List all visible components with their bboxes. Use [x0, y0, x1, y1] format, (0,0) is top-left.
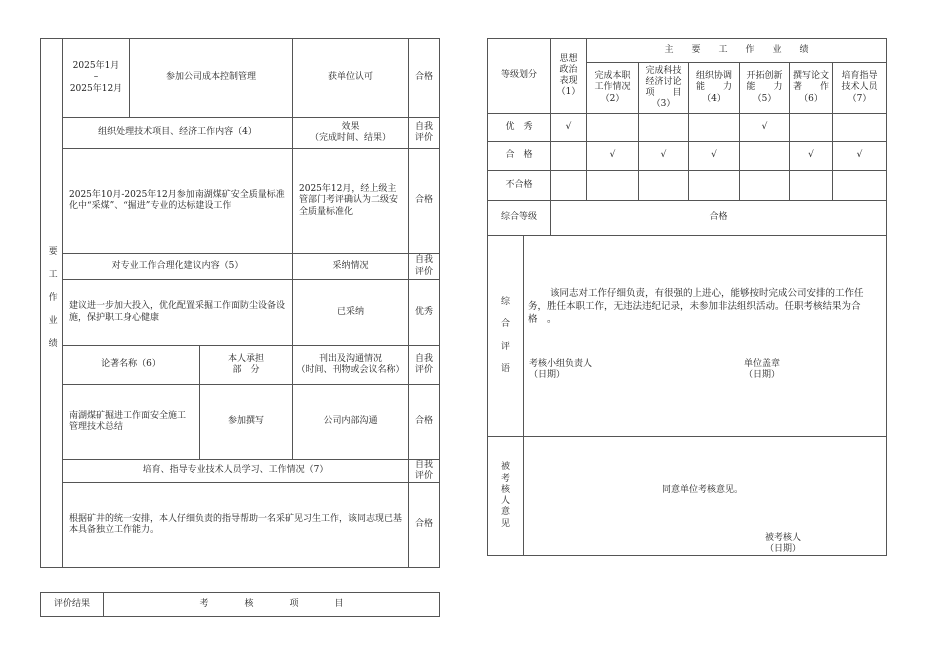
section6-self-eval-header: 自我 评价 — [408, 345, 440, 385]
section6-publication-header: 刊出及沟通情况 （时间、刊物或会议名称） — [292, 345, 409, 385]
mark-fail-6 — [789, 170, 833, 201]
section5-self-eval-header: 自我 评价 — [408, 253, 440, 280]
period-cell: 2025年1月 – 2025年12月 — [62, 38, 130, 118]
main-work-achievements-label: 要工作业绩 — [40, 38, 63, 568]
col-header-5: 开拓创新 能 力 （5） — [739, 62, 790, 114]
section6-part-header: 本人承担 部 分 — [199, 345, 293, 385]
mark-excellent-3 — [638, 113, 689, 142]
mark-pass-4: √ — [688, 141, 740, 171]
comment-area — [523, 235, 887, 437]
overall-grade-value: 合格 — [550, 200, 887, 236]
section5-adopt: 已采纳 — [292, 279, 409, 346]
mark-excellent-6 — [789, 113, 833, 142]
section4-header: 组织处理技术项目、经济工作内容（4） — [62, 117, 293, 149]
grade-row-fail-label: 不合格 — [487, 170, 551, 201]
grade-division-label: 等级划分 — [487, 38, 551, 114]
cost-control-content: 参加公司成本控制管理 — [129, 38, 293, 118]
overall-grade-label: 综合等级 — [487, 200, 551, 236]
cost-control-effect: 获单位认可 — [292, 38, 409, 118]
section7-content: 根据矿井的统一安排，本人仔细负责的指导帮助一名采矿见习生工作，该同志现已基本具备独立工作能力。 — [62, 482, 409, 568]
section4-content: 2025年10月-2025年12月参加南湖煤矿安全质量标准化中“采煤”、“掘进”专业的达标建设工作 — [62, 148, 293, 254]
col-header-7: 培育指导 技术人员 （7） — [832, 62, 887, 114]
section5-adopt-header: 采纳情况 — [292, 253, 409, 280]
opinion-text: 同意单位考核意见。 — [662, 485, 744, 495]
section6-title: 南湖煤矿掘进工作面安全施工管理技术总结 — [62, 384, 200, 460]
section4-self-eval-header: 自我 评价 — [408, 117, 440, 149]
mark-fail-1 — [550, 170, 587, 201]
section7-header: 培育、指导专业技术人员学习、工作情况（7） — [62, 459, 409, 483]
section4-effect: 2025年12月，经上级主管部门考评确认为二级安全质量标准化 — [292, 148, 409, 254]
section4-effect-header: 效果 （完成时间、结果） — [292, 117, 409, 149]
section6-publication: 公司内部沟通 — [292, 384, 409, 460]
section7-rating: 合格 — [408, 482, 440, 568]
examinee-opinion-label: 被 考 核 人 意 见 — [487, 436, 524, 556]
mark-excellent-2 — [586, 113, 639, 142]
col-header-3: 完成科技 经济讨论 项 目 （3） — [638, 62, 689, 114]
section5-rating: 优秀 — [408, 279, 440, 346]
evaluation-result-label: 评价结果 — [40, 592, 104, 617]
mark-fail-5 — [739, 170, 790, 201]
unit-seal-label: 单位盖章 （日期） — [744, 359, 781, 381]
main-achievements-header: 主 要 工 作 业 绩 — [586, 38, 887, 63]
political-performance-header: 思想 政治 表现 （1） — [550, 38, 587, 114]
section6-part: 参加撰写 — [199, 384, 293, 460]
cost-control-rating: 合格 — [408, 38, 440, 118]
col-header-4: 组织协调 能 力 （4） — [688, 62, 740, 114]
mark-pass-2: √ — [586, 141, 639, 171]
section6-rating: 合格 — [408, 384, 440, 460]
mark-pass-1 — [550, 141, 587, 171]
examinee-signature-label: 被考核人 （日期） — [765, 533, 802, 555]
section7-self-eval-header: 自我 评价 — [408, 459, 440, 483]
mark-fail-2 — [586, 170, 639, 201]
mark-fail-4 — [688, 170, 740, 201]
mark-excellent-5: √ — [739, 113, 790, 142]
col-header-6: 撰写论文 著 作 （6） — [789, 62, 833, 114]
section6-header: 论著名称（6） — [62, 345, 200, 385]
mark-pass-5 — [739, 141, 790, 171]
comment-text: 该同志对工作仔细负责，有很强的上进心，能够按时完成公司安排的工作任务，胜任本职工作，无违法违纪记录，未参加非法组织活动。任职考核结果为合格 。 — [528, 288, 864, 325]
mark-pass-7: √ — [832, 141, 887, 171]
grade-row-excellent-label: 优 秀 — [487, 113, 551, 142]
col-header-2: 完成本职 工作情况 （2） — [586, 62, 639, 114]
mark-excellent-7 — [832, 113, 887, 142]
comment-label: 综 合 评 语 — [487, 235, 524, 437]
mark-fail-3 — [638, 170, 689, 201]
mark-excellent-4 — [688, 113, 740, 142]
section4-rating: 合格 — [408, 148, 440, 254]
section5-header: 对专业工作合理化建议内容（5） — [62, 253, 293, 280]
assessment-leader-label: 考核小组负责人 （日期） — [529, 359, 593, 381]
mark-excellent-1: √ — [550, 113, 587, 142]
assessment-items-header: 考 核 项 目 — [103, 592, 440, 617]
mark-pass-3: √ — [638, 141, 689, 171]
mark-pass-6: √ — [789, 141, 833, 171]
section5-content: 建议进一步加大投入，优化配置采掘工作面防尘设备设施，保护职工身心健康 — [62, 279, 293, 346]
grade-row-pass-label: 合 格 — [487, 141, 551, 171]
mark-fail-7 — [832, 170, 887, 201]
